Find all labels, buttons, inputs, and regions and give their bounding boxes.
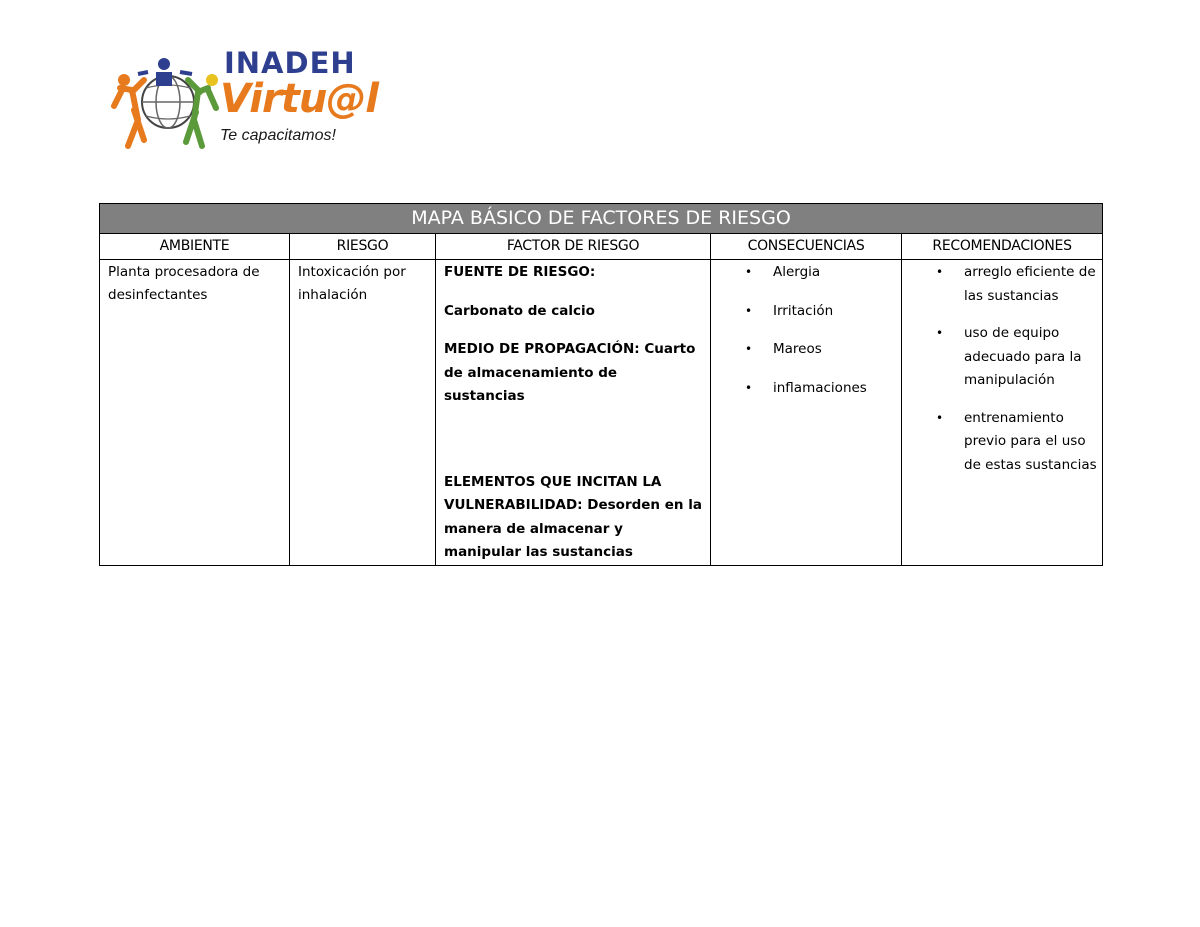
factor-fuente: FUENTE DE RIESGO: bbox=[444, 264, 596, 280]
bullet-icon: • bbox=[745, 265, 753, 279]
globe-people-icon bbox=[108, 50, 224, 150]
list-item: • Alergia bbox=[711, 261, 901, 285]
header-riesgo: RIESGO bbox=[290, 234, 436, 260]
cell-factor bbox=[436, 260, 711, 566]
recomendaciones-list bbox=[902, 261, 1102, 477]
header-consecuencias: CONSECUENCIAS bbox=[711, 234, 902, 260]
logo-brand-text: INADEH bbox=[224, 46, 356, 80]
ambiente-text: Planta procesadora de desinfectantes bbox=[108, 264, 260, 303]
table-header-row bbox=[100, 234, 1103, 260]
cell-riesgo bbox=[290, 260, 436, 566]
list-item: • entrenamiento previo para el uso de estas sustancias bbox=[902, 407, 1102, 478]
bullet-icon: • bbox=[745, 380, 753, 395]
list-item: • arreglo eficiente de las sustancias bbox=[902, 261, 1102, 308]
list-item: • Mareos bbox=[711, 338, 901, 362]
list-item: • uso de equipo adecuado para la manipulación bbox=[902, 322, 1102, 393]
logo-tagline: Te capacitamos! bbox=[220, 127, 336, 144]
bullet-icon: • bbox=[936, 265, 944, 279]
factor-material: Carbonato de calcio bbox=[444, 302, 595, 319]
table-row bbox=[100, 260, 1103, 566]
logo-product-text: Virtu@l bbox=[220, 76, 378, 122]
factor-medio: MEDIO DE PROPAGACIÓN: Cuarto de almacenamiento de sustancias bbox=[444, 341, 696, 404]
bullet-icon: • bbox=[936, 410, 944, 425]
inadeh-logo bbox=[108, 46, 378, 150]
bullet-icon: • bbox=[745, 342, 753, 356]
table-title: MAPA BÁSICO DE FACTORES DE RIESGO bbox=[100, 204, 1103, 234]
cell-recomendaciones bbox=[902, 260, 1103, 566]
header-recomendaciones: RECOMENDACIONES bbox=[902, 234, 1103, 260]
header-ambiente: AMBIENTE bbox=[100, 234, 290, 260]
consecuencias-list bbox=[711, 261, 901, 400]
bullet-icon: • bbox=[745, 303, 753, 318]
list-item: • Irritación bbox=[711, 300, 901, 324]
list-item: • inflamaciones bbox=[711, 377, 901, 401]
cell-ambiente bbox=[100, 260, 290, 566]
cell-consecuencias bbox=[711, 260, 902, 566]
riesgo-text: Intoxicación por inhalación bbox=[298, 264, 406, 303]
header-factor-de-riesgo: FACTOR DE RIESGO bbox=[436, 234, 711, 260]
bullet-icon: • bbox=[936, 326, 944, 340]
factor-elementos: ELEMENTOS QUE INCITAN LA VULNERABILIDAD: Desorden en la manera de almacenar y manipular las sustancias bbox=[444, 473, 702, 560]
risk-factor-table bbox=[99, 203, 1103, 566]
